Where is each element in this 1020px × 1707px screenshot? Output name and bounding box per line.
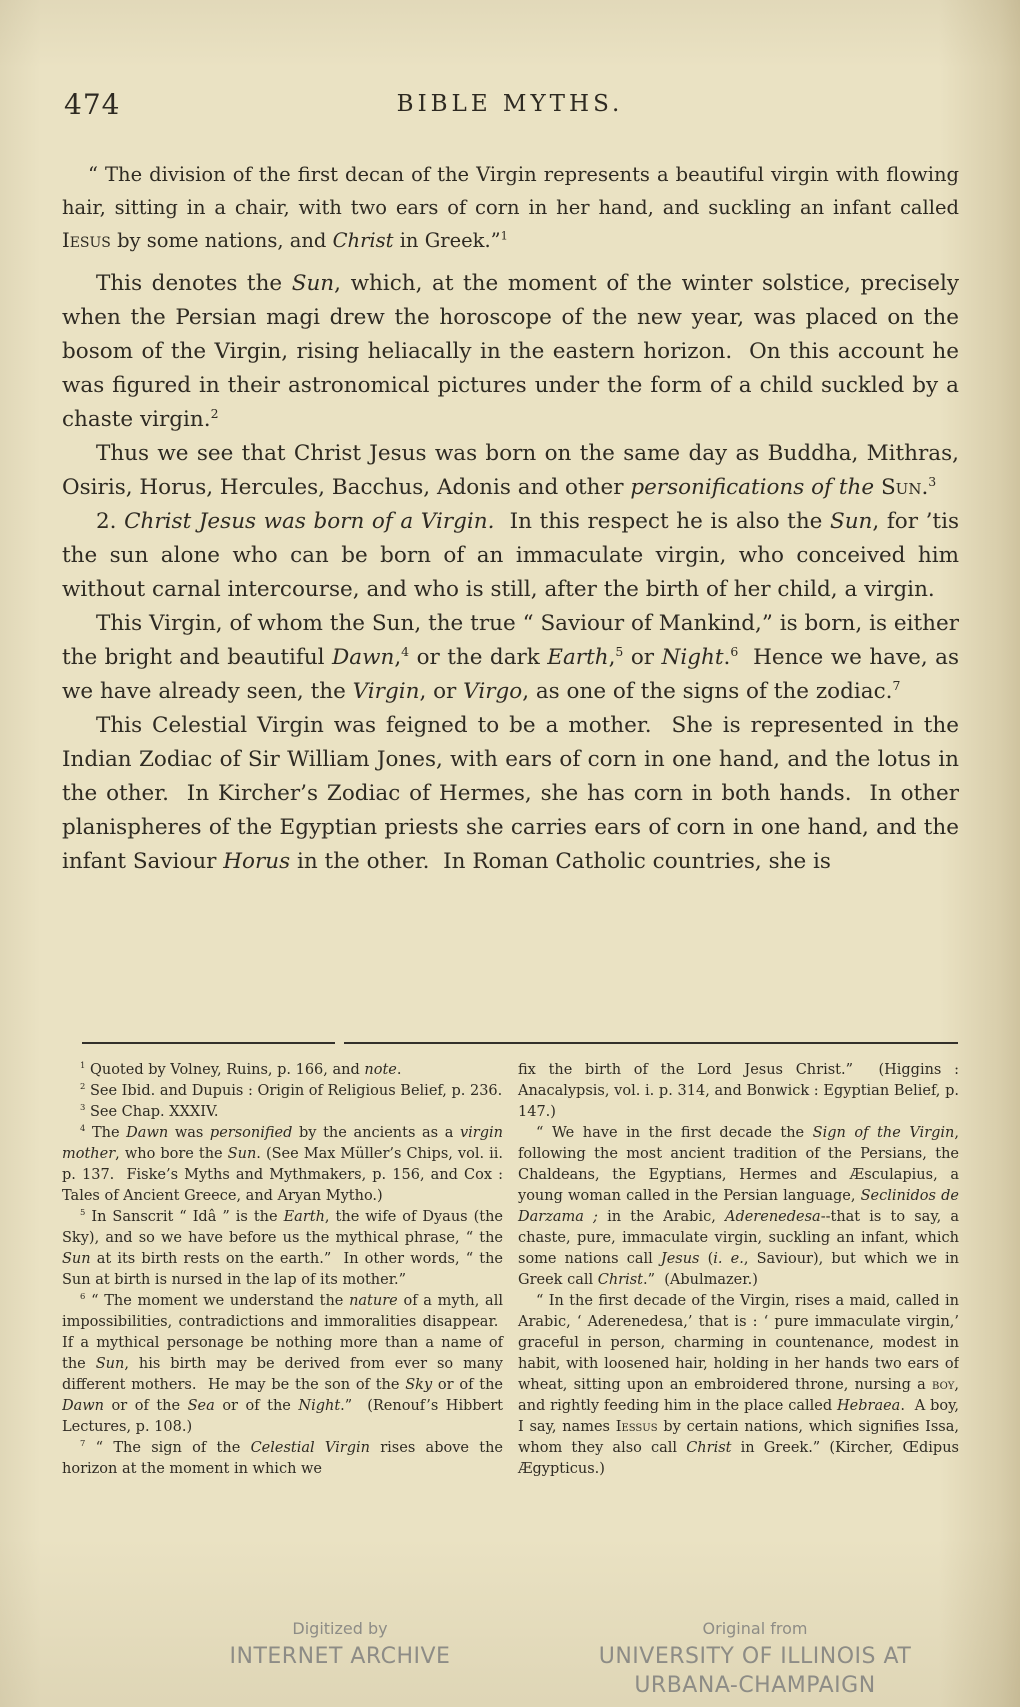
footnote-divider-segment (82, 1042, 335, 1044)
footnote-3: $^3$ See Chap. XXXIV. (80, 1102, 219, 1120)
footnotes-left-column (62, 1060, 503, 1565)
university-label-line1: UNIVERSITY OF ILLINOIS AT (598, 1644, 912, 1669)
page-number: 474 (64, 88, 121, 121)
footnote-7-continuation: fix the birth of the Lord Jesus Christ.” (Higgins : Anacalypsis, vol. i. p. 314, and Bonwick : Egyptian Belief, p. 147.) (518, 1062, 959, 1120)
paragraph-this-virgin: This Virgin, of whom the Sun, the true “ Saviour of Mankind,” is born, is either the bright and beautiful Dawn,$^4$ or the dark Earth,$^5$ or Night.$^6$ Hence we have, as we have already seen, the Virgin, or Virgo, as one of the signs of the zodiac.$^7$ (62, 611, 959, 704)
footnote-divider-segment (344, 1042, 958, 1044)
footnote-2: $^2$ See Ibid. and Dupuis : Origin of Religious Belief, p. 236. (80, 1081, 503, 1099)
footnotes-right-column (518, 1060, 959, 1565)
page-header (62, 88, 958, 128)
footnote-1: $^1$ Quoted by Volney, Ruins, p. 166, and note. (80, 1060, 402, 1078)
digitized-by-label: Digitized by (292, 1619, 388, 1638)
footnote-kircher-quote: “ In the first decade of the Virgin, rises a maid, called in Arabic, ‘ Aderenedesa,’ that is : ‘ pure immaculate virgin,’ graceful in person, charming in countenance, modest in habit, with loosened hair, holding in her hands two ears of wheat, sitting upon an embroidered throne, nursing a boy, and rightly feeding him in the place called Hebraea. A boy, I say, names Iessus by certain nations, which signifies Issa, whom they also call Christ in Greek.” (Kircher, Œdipus Ægypticus.) (518, 1293, 959, 1477)
paragraph-celestial-virgin: This Celestial Virgin was feigned to be a mother. She is represented in the Indian Zodiac of Sir William Jones, with ears of corn in one hand, and the lotus in the other. In Kircher’s Zodiac of Hermes, she has corn in both hands. In other planispheres of the Egyptian priests she carries ears of corn in one hand, and the infant Saviour Horus in the other. In Roman Catholic countries, she is (62, 713, 959, 874)
footnote-higgins-quote: “ We have in the first decade the Sign of the Virgin, following the most ancient tradition of the Persians, the Chaldeans, the Egyptians, Hermes and Æsculapius, a young woman called in the Persian language, Seclinidos de Darzama ; in the Arabic, Aderenedesa--that is to say, a chaste, pure, immaculate virgin, suckling an infant, which some nations call Jesus (i. e., Saviour), but which we in Greek call Christ.” (Abulmazer.) (518, 1125, 959, 1288)
original-from-label: Original from (702, 1619, 808, 1638)
running-title: BIBLE MYTHS. (396, 91, 624, 117)
digitized-by-stamp (140, 1615, 540, 1671)
paragraph-born-of-virgin: 2. Christ Jesus was born of a Virgin. In this respect he is also the Sun, for ’tis the sun alone who can be born of an immaculate virgin, who conceived him without carnal intercourse, and who is still, after the birth of her child, a virgin. (62, 509, 959, 602)
scan-footer (0, 1587, 1020, 1707)
footnotes-section (62, 1060, 959, 1565)
footnote-7: $^7$ “ The sign of the Celestial Virgin rises above the horizon at the moment in which we (62, 1438, 504, 1477)
university-label-line2: URBANA-CHAMPAIGN (634, 1673, 876, 1698)
main-text (62, 158, 959, 1038)
quote-paragraph: “ The division of the first decan of the Virgin represents a beautiful virgin with flowing hair, sitting in a chair, with two ears of corn in her hand, and suckling an infant called Iesus by some nations, and Christ in Greek.”$^1$ (62, 163, 959, 252)
original-from-stamp (545, 1615, 965, 1700)
internet-archive-label: INTERNET ARCHIVE (229, 1644, 451, 1669)
footnote-4: $^4$ The Dawn was personified by the ancients as a virgin mother, who bore the Sun. (See Max Müller’s Chips, vol. ii. p. 137. Fiske’s Myths and Mythmakers, p. 156, and Cox : Tales of Ancient Greece, and Aryan Mytho.) (62, 1123, 504, 1204)
paragraph-sun-denotes: This denotes the Sun, which, at the moment of the winter solstice, precisely when the Persian magi drew the horoscope of the new year, was placed on the bosom of the Virgin, rising heliacally in the eastern horizon. On this account he was figured in their astronomical pictures under the form of a child suckled by a chaste virgin.$^2$ (62, 271, 959, 432)
footnote-5: $^5$ In Sanscrit “ Idâ ” is the Earth, the wife of Dyaus (the Sky), and so we have before us the mythical phrase, “ the Sun at its birth rests on the earth.” In other words, “ the Sun at birth is nursed in the lap of its mother.” (62, 1207, 504, 1288)
paragraph-same-day: Thus we see that Christ Jesus was born on the same day as Buddha, Mithras, Osiris, Horus, Hercules, Bacchus, Adonis and other personifications of the Sun.$^3$ (62, 441, 959, 500)
footnote-6: $^6$ “ The moment we understand the nature of a myth, all impossibilities, contradictions and immoralities disappear. If a mythical personage be nothing more than a name of the Sun, his birth may be derived from ever so many different mothers. He may be the son of the Sky or of the Dawn or of the Sea or of the Night.” (Renouf’s Hibbert Lectures, p. 108.) (62, 1291, 503, 1435)
footnote-divider (82, 1042, 958, 1044)
